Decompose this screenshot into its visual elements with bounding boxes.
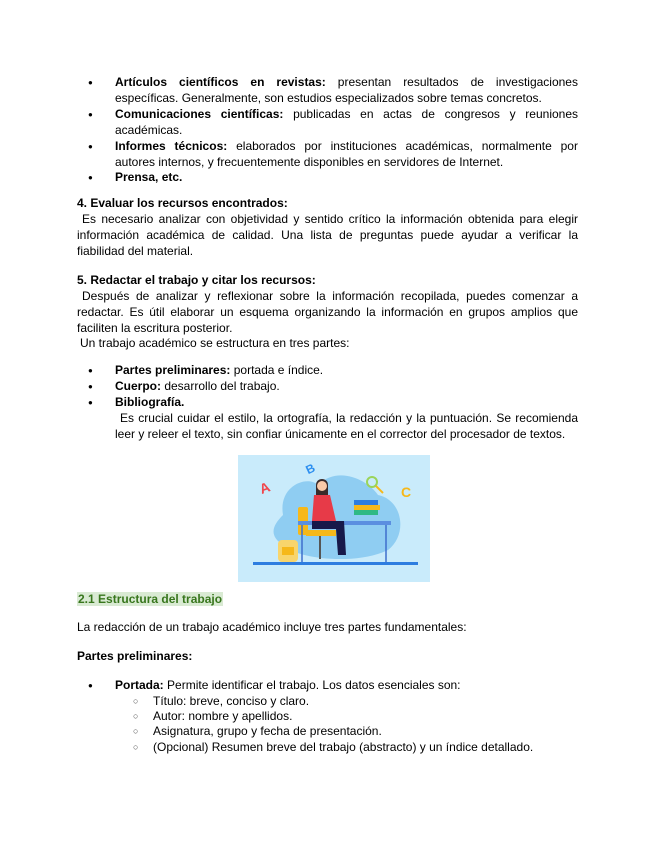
list-item: [115, 170, 578, 186]
item-label: Partes preliminares:: [115, 363, 231, 377]
sub-list-item: ○ Asignatura, grupo y fecha de presentación.: [153, 724, 578, 740]
sub-list-item: ○ Título: breve, conciso y claro.: [153, 694, 578, 710]
subheading: Partes preliminares:: [77, 649, 193, 663]
sub-list-item: ○ (Opcional) Resumen breve del trabajo (abstracto) y un índice detallado.: [153, 740, 578, 756]
list-item: [115, 107, 578, 139]
list-item: [115, 363, 578, 379]
list-item: [115, 678, 578, 694]
student-desk-illustration: [238, 455, 430, 582]
item-text: Permite identificar el trabajo. Los datos esenciales son:: [163, 678, 461, 692]
section-intro: La redacción de un trabajo académico incluye tres partes fundamentales:: [77, 620, 467, 634]
list-item: [115, 75, 578, 107]
item-text: publicadas en actas de congresos y reuniones académicas.: [115, 107, 578, 137]
sub-list-item: ○ Autor: nombre y apellidos.: [153, 709, 578, 725]
item-label: Prensa, etc.: [115, 170, 183, 184]
step4-body: Es necesario analizar con objetividad y sentido crítico la información obtenida para elegir información académica de calidad. Una lista de preguntas puede ayudar a verificar la fiabilidad del material.: [77, 212, 578, 258]
letter-a: A: [257, 478, 273, 497]
item-label: Cuerpo:: [115, 379, 161, 393]
item-text: presentan resultados de investigaciones específicas. Generalmente, son estudios especializados sobre temas concretos.: [115, 75, 578, 105]
item-text: portada e índice.: [230, 363, 324, 377]
section-heading-text: 2.1 Estructura del trabajo: [78, 592, 223, 606]
item-text: elaborados por instituciones académicas, normalmente por autores internos, y frecuentemente disponibles en servidores de Internet.: [115, 139, 578, 169]
item-label: Portada:: [115, 678, 164, 692]
step4-heading: 4. Evaluar los recursos encontrados:: [77, 196, 288, 210]
section-heading: [77, 592, 578, 608]
list-item: [115, 139, 578, 171]
letter-c: C: [401, 484, 412, 500]
step5-heading: 5. Redactar el trabajo y citar los recursos:: [77, 273, 316, 287]
item-label: Bibliografía.: [115, 395, 185, 409]
list-item: [115, 395, 578, 411]
item-label: Informes técnicos:: [115, 139, 228, 153]
letter-b: B: [303, 460, 318, 478]
step5-intro: Un trabajo académico se estructura en tres partes:: [80, 336, 350, 350]
item-text: desarrollo del trabajo.: [161, 379, 280, 393]
item-label: Artículos científicos en revistas:: [115, 75, 326, 89]
list-item: [115, 379, 578, 395]
step5-body: Después de analizar y reflexionar sobre la información recopilada, puedes comenzar a redactar. Es útil elaborar un esquema organizando la información en grupos amplios que faciliten la escritura posterior.: [77, 289, 578, 335]
step5-note: Es crucial cuidar el estilo, la ortografía, la redacción y la puntuación. Se recomienda leer y releer el texto, sin confiar únicamente en el corrector del procesador de textos.: [115, 411, 578, 441]
item-label: Comunicaciones científicas:: [115, 107, 284, 121]
